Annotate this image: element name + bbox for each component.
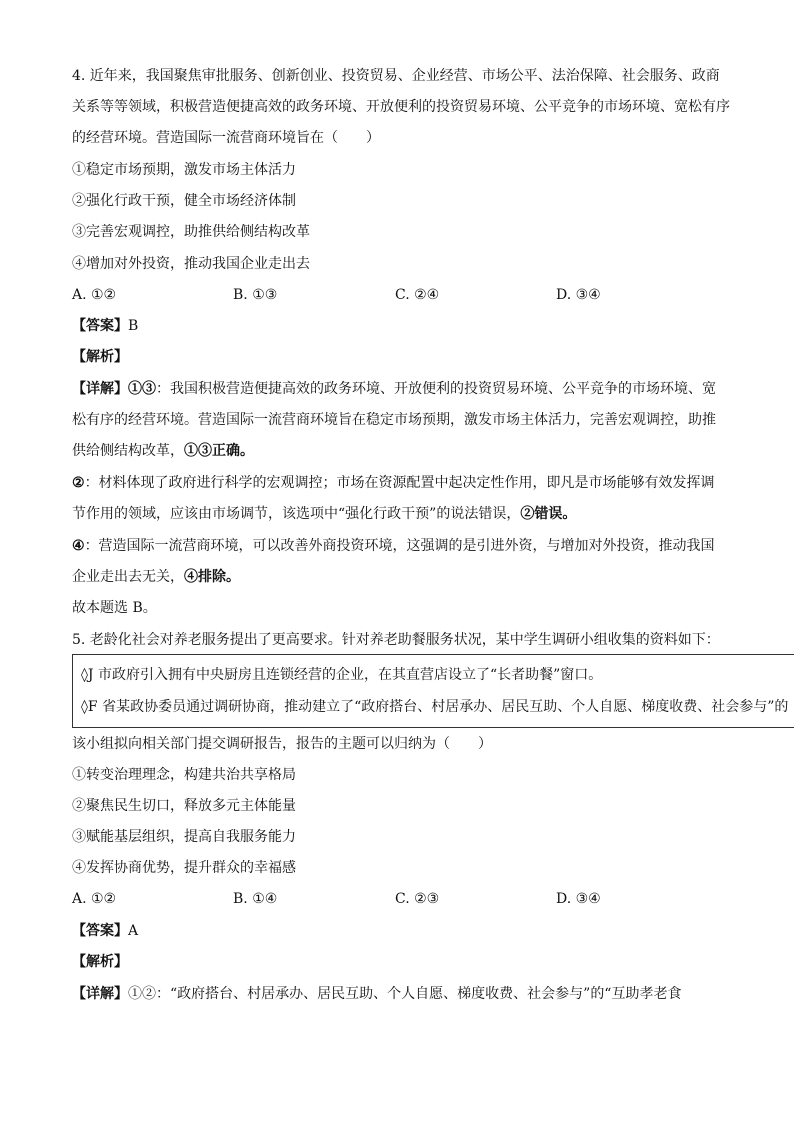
q5-item-1: ①转变治理理念，构建共治共享格局 [72,767,296,783]
q5-option-a: A. ①② [72,891,117,907]
q5-question: 该小组拟向相关部门提交调研报告，报告的主题可以归纳为（ ） [72,736,492,752]
q4-detail-line-7 [72,567,240,587]
q5-option-b: B. ①④ [233,891,278,907]
q5-option-c: C. ②③ [395,891,440,907]
q4-item-1: ①稳定市场预期，激发市场主体活力 [72,162,296,178]
q4-detail-line-5 [72,504,576,524]
q5-material-line-1: ◊J 市政府引入拥有中央厨房且连锁经营的企业，在其直营店设立了“长者助餐”窗口。 [81,667,603,683]
q5-material-line-2: ◊F 省某政协委员通过调研协商，推动建立了“政府搭台、村居承办、居民互助、个人自愿、梯度收费、社会参与”的 [81,699,789,715]
q5-answer-value: A [128,923,139,939]
q4-item-4: ④增加对外投资，推动我国企业走出去 [72,256,310,272]
q4-detail-line-3-tail: ①③正确。 [184,443,254,459]
q4-detail-line-7-tail: ④排除。 [184,569,240,585]
q5-material-box [72,654,794,728]
q4-option-c: C. ②④ [395,287,440,303]
q4-conclusion: 故本题选 B。 [72,600,157,616]
q4-detail-line-1-text: ：我国积极营造便捷高效的政务环境、开放便利的投资贸易环境、公平竞争的市场环境、宽 [156,381,716,397]
q5-detail-label: 【详解】 [72,986,128,1002]
q4-option-a: A. ①② [72,287,117,303]
q5-detail-line-1 [72,984,681,1004]
q5-answer-label: 【答案】 [72,923,128,939]
q4-analysis-label: 【解析】 [72,349,128,365]
q4-detail-line-4 [72,473,715,493]
q5-analysis-label: 【解析】 [72,954,128,970]
q5-stem: 5. 老龄化社会对养老服务提出了更高要求。针对养老助餐服务状况，某中学生调研小组收集的资料如下： [72,632,720,648]
q4-detail-line-1 [72,379,716,399]
q4-answer-value: B [128,318,139,334]
q4-option-b: B. ①③ [233,287,278,303]
q5-item-4: ④发挥协商优势，提升群众的幸福感 [72,860,296,876]
q4-detail-line-4-bold: ② [72,475,85,491]
q4-item-3: ③完善宏观调控，助推供给侧结构改革 [72,224,310,240]
q4-detail-line-1-bold: 【详解】①③ [72,381,156,397]
q5-answer [72,921,138,941]
q4-answer [72,316,138,336]
q4-detail-line-6-bold: ④ [72,538,85,554]
q4-detail-line-2: 松有序的经营环境。营造国际一流营商环境旨在稳定市场预期，激发市场主体活力，完善宏观调控，助推 [72,412,716,428]
q4-stem-line-3: 的经营环境。营造国际一流营商环境旨在（ ） [72,130,380,146]
q4-answer-label: 【答案】 [72,318,128,334]
q4-option-d: D. ③④ [556,287,601,303]
q4-detail-line-3 [72,441,254,461]
q4-stem-line-1: 4. 近年来，我国聚焦审批服务、创新创业、投资贸易、企业经营、市场公平、法治保障、社会服务、政商 [72,68,720,84]
q4-detail-line-5-text: 节作用的领域，应该由市场调节，该选项中“强化行政干预”的说法错误， [72,506,521,522]
q4-detail-line-6 [72,536,715,556]
q5-option-d: D. ③④ [556,891,601,907]
q4-detail-line-7-text: 企业走出去无关， [72,569,184,585]
q5-detail-text: ①②：“政府搭台、村居承办、居民互助、个人自愿、梯度收费、社会参与”的“互助孝老食 [128,986,682,1002]
q4-stem-line-2: 关系等等领域，积极营造便捷高效的政务环境、开放便利的投资贸易环境、公平竞争的市场环境、宽松有序 [72,99,730,115]
q4-detail-line-4-text: ：材料体现了政府进行科学的宏观调控；市场在资源配置中起决定性作用，即凡是市场能够有效发挥调 [84,475,715,491]
q4-detail-line-5-tail: ②错误。 [520,506,577,522]
q5-item-3: ③赋能基层组织，提高自我服务能力 [72,829,296,845]
q4-detail-line-3-text: 供给侧结构改革， [72,443,184,459]
q4-item-2: ②强化行政干预，健全市场经济体制 [72,193,296,209]
q5-item-2: ②聚焦民生切口，释放多元主体能量 [72,798,296,814]
q4-detail-line-6-text: ：营造国际一流营商环境，可以改善外商投资环境，这强调的是引进外资，与增加对外投资，推动我国 [84,538,715,554]
